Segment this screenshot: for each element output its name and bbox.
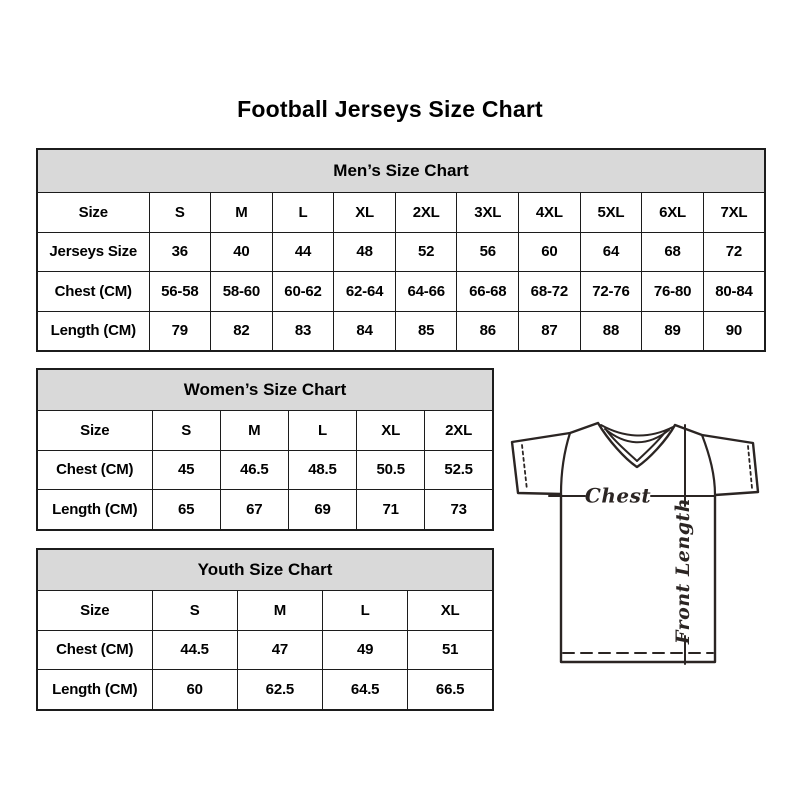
- value-cell: 62.5: [237, 670, 322, 710]
- size-header-cell: 2XL: [395, 193, 457, 233]
- value-cell: 50.5: [357, 450, 425, 490]
- row-label-cell: Chest (CM): [37, 272, 149, 312]
- row-label-cell: Length (CM): [37, 311, 149, 351]
- value-cell: 88: [580, 311, 642, 351]
- size-header-cell: 6XL: [642, 193, 704, 233]
- size-header-cell: S: [149, 193, 211, 233]
- size-header-cell: 2XL: [425, 411, 493, 451]
- value-cell: 60-62: [272, 272, 334, 312]
- value-cell: 45: [152, 450, 220, 490]
- youth-size-table: [36, 548, 494, 711]
- value-cell: 85: [395, 311, 457, 351]
- value-cell: 76-80: [642, 272, 704, 312]
- value-cell: 90: [703, 311, 765, 351]
- size-header-cell: 4XL: [519, 193, 581, 233]
- value-cell: 72-76: [580, 272, 642, 312]
- row-label-cell: Size: [37, 591, 152, 631]
- size-header-cell: M: [237, 591, 322, 631]
- value-cell: 66.5: [408, 670, 493, 710]
- front-length-label: Front Length: [672, 497, 694, 645]
- value-cell: 49: [323, 630, 408, 670]
- value-cell: 86: [457, 311, 519, 351]
- value-cell: 82: [211, 311, 273, 351]
- value-cell: 44.5: [152, 630, 237, 670]
- size-header-cell: XL: [357, 411, 425, 451]
- value-cell: 62-64: [334, 272, 396, 312]
- table-row: [37, 272, 765, 312]
- value-cell: 56-58: [149, 272, 211, 312]
- row-label-cell: Chest (CM): [37, 450, 152, 490]
- value-cell: 44: [272, 232, 334, 272]
- value-cell: 46.5: [220, 450, 288, 490]
- row-label-cell: Jerseys Size: [37, 232, 149, 272]
- table-title: Women’s Size Chart: [37, 369, 493, 411]
- value-cell: 71: [357, 490, 425, 530]
- value-cell: 67: [220, 490, 288, 530]
- row-label-cell: Length (CM): [37, 490, 152, 530]
- size-header-cell: 3XL: [457, 193, 519, 233]
- value-cell: 80-84: [703, 272, 765, 312]
- value-cell: 58-60: [211, 272, 273, 312]
- row-label-cell: Chest (CM): [37, 630, 152, 670]
- value-cell: 79: [149, 311, 211, 351]
- value-cell: 56: [457, 232, 519, 272]
- value-cell: 72: [703, 232, 765, 272]
- value-cell: 64.5: [323, 670, 408, 710]
- value-cell: 60: [152, 670, 237, 710]
- value-cell: 69: [288, 490, 356, 530]
- size-header-cell: XL: [408, 591, 493, 631]
- value-cell: 68: [642, 232, 704, 272]
- row-label-cell: Size: [37, 411, 152, 451]
- value-cell: 60: [519, 232, 581, 272]
- row-label-cell: Length (CM): [37, 670, 152, 710]
- mens-size-table: [36, 148, 766, 352]
- value-cell: 73: [425, 490, 493, 530]
- size-header-cell: L: [323, 591, 408, 631]
- value-cell: 52.5: [425, 450, 493, 490]
- value-cell: 48: [334, 232, 396, 272]
- jersey-measurement-diagram: [505, 398, 777, 670]
- size-header-cell: 5XL: [580, 193, 642, 233]
- value-cell: 47: [237, 630, 322, 670]
- size-header-cell: L: [272, 193, 334, 233]
- value-cell: 66-68: [457, 272, 519, 312]
- chest-label: Chest: [584, 483, 652, 508]
- page-title: Football Jerseys Size Chart: [237, 96, 543, 122]
- table-row: [37, 232, 765, 272]
- value-cell: 48.5: [288, 450, 356, 490]
- value-cell: 64-66: [395, 272, 457, 312]
- table-row: [37, 311, 765, 351]
- size-header-cell: M: [220, 411, 288, 451]
- value-cell: 83: [272, 311, 334, 351]
- size-header-cell: XL: [334, 193, 396, 233]
- table-title: Men’s Size Chart: [37, 149, 765, 193]
- value-cell: 89: [642, 311, 704, 351]
- size-header-cell: 7XL: [703, 193, 765, 233]
- table-row: [37, 450, 493, 490]
- value-cell: 84: [334, 311, 396, 351]
- value-cell: 65: [152, 490, 220, 530]
- value-cell: 87: [519, 311, 581, 351]
- value-cell: 36: [149, 232, 211, 272]
- table-row: [37, 670, 493, 710]
- table-row: [37, 490, 493, 530]
- size-header-cell: S: [152, 591, 237, 631]
- value-cell: 51: [408, 630, 493, 670]
- value-cell: 68-72: [519, 272, 581, 312]
- value-cell: 40: [211, 232, 273, 272]
- table-title: Youth Size Chart: [37, 549, 493, 591]
- value-cell: 52: [395, 232, 457, 272]
- size-header-cell: M: [211, 193, 273, 233]
- womens-size-table: [36, 368, 494, 531]
- row-label-cell: Size: [37, 193, 149, 233]
- table-row: [37, 630, 493, 670]
- size-header-cell: L: [288, 411, 356, 451]
- jersey-diagram-svg: [505, 398, 777, 670]
- size-header-cell: S: [152, 411, 220, 451]
- value-cell: 64: [580, 232, 642, 272]
